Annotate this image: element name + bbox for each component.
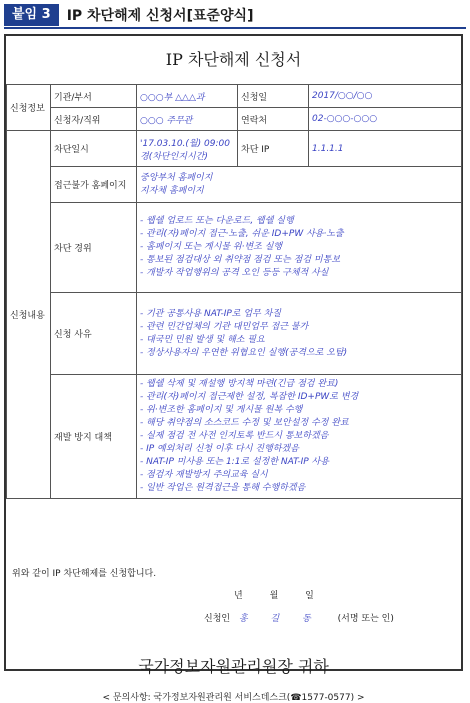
cause-list	[137, 203, 462, 293]
reason-list	[137, 293, 462, 375]
application-form	[4, 34, 463, 703]
section-label-applicant: 신청정보	[7, 85, 51, 131]
org-value: ○○○부 △△△과	[137, 85, 238, 108]
org-label: 기관/부서	[51, 85, 137, 108]
declaration-text: 위와 같이 IP 차단해제를 신청합니다.	[12, 569, 157, 579]
block-time-value: '17.03.10.(월) 09:00 경(차단인지시간)	[137, 131, 238, 167]
attachment-header	[4, 4, 253, 26]
reason-item: - 기관 공통사용 NAT-IP로 업무 차질	[140, 308, 281, 319]
contact-label: 연락처	[238, 108, 309, 131]
date-day-label: 일	[305, 591, 315, 601]
contact-value: 02-○○○-○○○	[309, 108, 462, 131]
cause-item: - 개발자 작업행위의 공격 오인 등등 구체적 사실	[140, 268, 329, 278]
addressee: 국가정보자원관리원장 귀하	[138, 657, 329, 676]
applicant-label: 신청인	[204, 614, 231, 624]
cause-item: - 웹쉘 업로드 또는 다운로드, 웹쉘 실행	[140, 216, 294, 226]
prevention-item: - 일반 작업은 원격접근을 통해 수행하겠음	[140, 483, 306, 493]
signature-area	[6, 523, 461, 703]
date-year-label: 년	[234, 591, 244, 601]
homepage-item: 중앙부처 홈페이지	[140, 172, 213, 183]
section-label-details: 신청내용	[7, 131, 51, 499]
prevention-item: - 관리(자)페이지 접근제한 설정, 복잡한 ID+PW로 변경	[140, 392, 359, 402]
reason-label: 신청 사유	[51, 293, 137, 375]
form-table	[6, 84, 462, 499]
date-label: 신청일	[238, 85, 309, 108]
prevention-item: - NAT-IP 미사용 또는 1:1로 설정한 NAT-IP 사용	[140, 457, 329, 467]
prevention-item: - 점검자 재발방지 주의교육 실시	[140, 470, 268, 480]
header-rule	[4, 27, 466, 29]
inquiry-note: < 문의사항: 국가정보자원관리원 서비스데스크(☎1577-0577) >	[102, 693, 365, 703]
prevention-item: - 위·변조한 홈페이지 및 게시물 원복 수행	[140, 405, 303, 415]
date-value: 2017/○○/○○	[309, 85, 462, 108]
sign-note: (서명 또는 인)	[337, 614, 394, 624]
block-ip-value: 1.1.1.1	[309, 131, 462, 167]
prevention-item: - 웹쉘 삭제 및 재설행 방지책 마련(긴급 점검 완료)	[140, 379, 339, 389]
signature-date	[234, 588, 337, 601]
attachment-title: IP 차단해제 신청서[표준양식]	[66, 8, 254, 24]
applicant-name: 홍 길 동	[238, 614, 321, 624]
block-ip-label: 차단 IP	[238, 131, 309, 167]
prevention-item: - 실제 점검 전 사전 인지토록 반드시 통보하겠음	[140, 431, 329, 441]
reason-item: - 정상사용자의 우연한 위협요인 실행(공격으로 오탐)	[140, 347, 348, 358]
homepage-list	[137, 167, 462, 203]
reason-item: - 관련 민간업체의 기관 대민업무 접근 불가	[140, 321, 309, 332]
attachment-badge: 붙임 3	[4, 4, 59, 26]
applicant-line	[204, 611, 394, 624]
cause-label: 차단 경위	[51, 203, 137, 293]
reason-item: - 대국민 민원 발생 및 해소 필요	[140, 334, 265, 345]
form-title: IP 차단해제 신청서	[6, 36, 461, 85]
cause-item: - 관리(자)페이지 접근·노출, 쉬운 ID+PW 사용·노출	[140, 229, 344, 239]
person-value: ○○○ 주무관	[137, 108, 238, 131]
cause-item: - 통보된 점검대상 외 취약점 점검 또는 점검 미통보	[140, 255, 341, 265]
prevention-label: 재발 방지 대책	[51, 375, 137, 499]
block-time-label: 차단일시	[51, 131, 137, 167]
homepage-label: 접근불가 홈페이지	[51, 167, 137, 203]
homepage-item: 지자체 홈페이지	[140, 185, 204, 196]
prevention-item: - 해당 취약점의 소스코드 수정 및 보안설정 수정 완료	[140, 418, 349, 428]
cause-item: - 홈페이지 또는 게시물 위·변조 실행	[140, 242, 283, 252]
date-month-label: 월	[269, 591, 280, 601]
prevention-item: - IP 예외처리 신청 이후 다시 진행하겠음	[140, 444, 299, 454]
person-label: 신청자/직위	[51, 108, 137, 131]
prevention-list	[137, 375, 462, 499]
